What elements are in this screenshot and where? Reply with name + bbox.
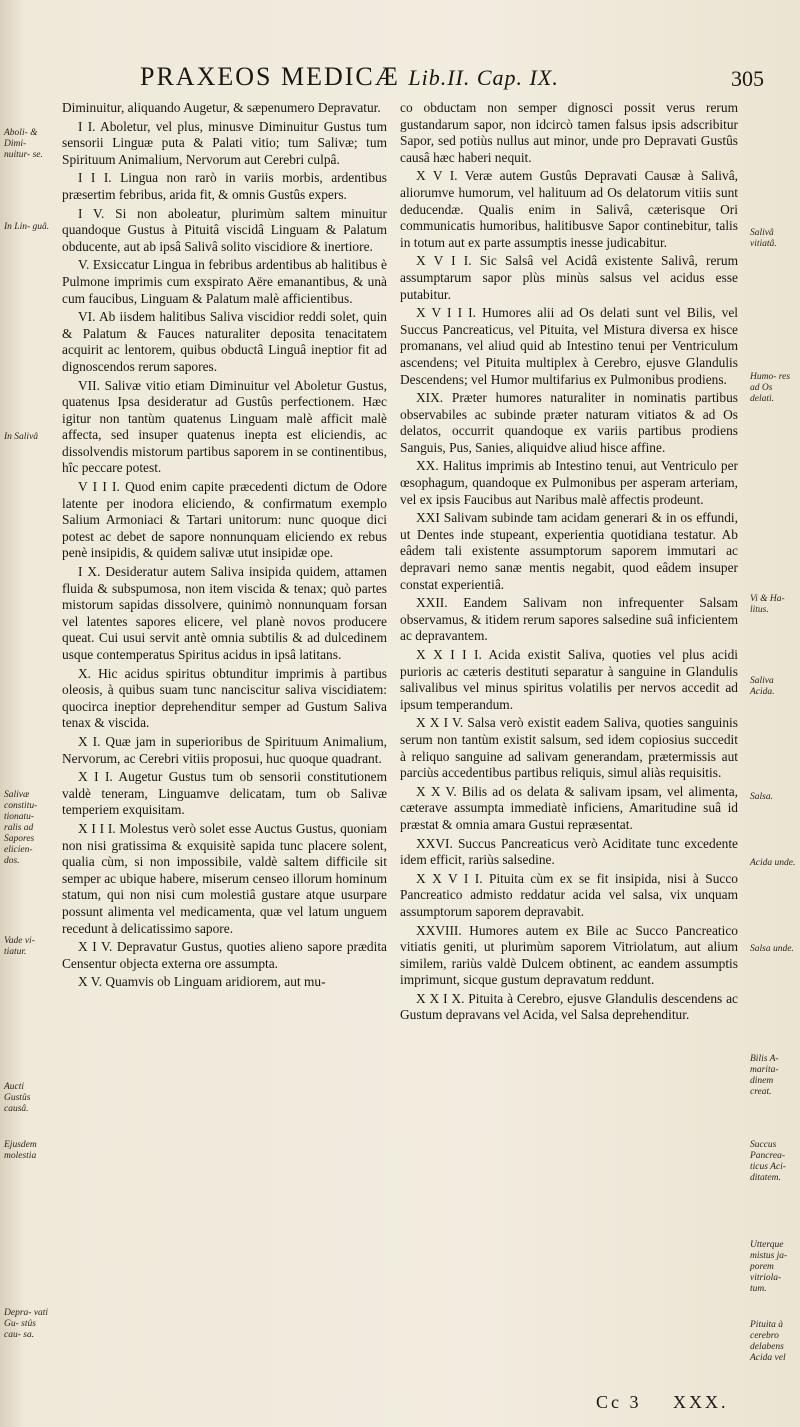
paragraph: I V. Si non aboleatur, plurimùm saltem minuitur quandoque Gustus à Pituitâ viscidâ Linguam & Palatum obducente, aut ab ipsâ Salivâ solito viscidiore & inertiore. [62, 205, 387, 254]
page-number: 305 [731, 66, 764, 91]
header-title: PRAXEOS MEDICÆ [140, 62, 400, 91]
paragraph: XXVI. Succus Pancreaticus verò Aciditate tunc excedente idem efficit, rariùs salsedine. [400, 835, 738, 868]
paragraph: X. Hic acidus spiritus obtunditur imprimis à partibus oleosis, à quibus suam tunc nanciscitur saliva viscidiatem: quocirca ineptior deprehenditur semper ad Gustum Saliva tenax & viscida. [62, 665, 387, 731]
margin-note: Aucti Gustûs causâ. [4, 1082, 31, 1114]
margin-note: Vi & Ha- litus. [750, 594, 785, 615]
margin-note: Salivâ vitiatâ. [750, 228, 777, 249]
header-chapter: Lib.II. Cap. IX. [408, 65, 559, 90]
paragraph: X V I. Veræ autem Gustûs Depravati Causæ à Salivâ, aliorumve humorum, vel halituum ad Os delatorum vitiis sunt deducendæ. Qualis enim in Salivâ, cæterisque Ori communicatis humoribus, halitibusve Sapor continebitur, talis in totum aut ex parte assumptis inesse judicabitur. [400, 168, 738, 250]
paragraph: I I. Aboletur, vel plus, minusve Diminuitur Gustus tum sensorii Linguæ puta & Palati vitio; tum Salivæ; tum Spirituum Animalium, Nervorum aut Cerebri culpâ. [62, 118, 387, 167]
paragraph: X I I I. Molestus verò solet esse Auctus Gustus, quoniam non nisi gratissima & exquisitè sapida tunc placere solent, qualia cùm, si non impossibile, valdè saltem difficile sit semper ac ubique habere, miserum censeo illorum hominum statum, qui non nisi cum molestiâ gustare atque usurpare possunt alimenta vel medicamenta, quæ vel latum unguem recedunt à delicatissimo sapore. [62, 820, 387, 936]
paragraph: X I. Quæ jam in superioribus de Spirituum Animalium, Nervorum, ac Cerebri vitiis proposui, huc quoque quadrant. [62, 733, 387, 766]
margin-note: Salsa. [750, 792, 773, 802]
paragraph: XIX. Præter humores naturaliter in nominatis partibus observabiles ac subinde præter naturam vitiatos & ad Os delatos, occurrit quandoque ex variis partibus prodiens Sanguis, Pus, Sanies, aliquidve aliud hisce affine. [400, 390, 738, 455]
paragraph: X X V I I. Pituita cùm ex se fit insipida, nisi à Succo Pancreatico admisto reddatur acida vel salsa, vix unquam assumptorum saporem depravabit. [400, 870, 738, 919]
paragraph: X I I. Augetur Gustus tum ob sensorii constitutionem valdè teneram, Linguamve delicatam, tum ob Salivæ temperiem exquisitam. [62, 769, 387, 818]
margin-note: Acida unde. [750, 858, 796, 868]
signature-mark: Cc 3 [596, 1392, 642, 1412]
paragraph: I X. Desideratur autem Saliva insipida quidem, attamen fluida & subspumosa, non item viscida & tenax; quò partes mistorum sapidas dissolvere, quinimò nonnunquam forsan vel latentes sapores elicere, vel planè novos producere queat. Cui usui servit antè omnia subtilis & ad dulcedinem usque contemperatus Spiritus acidus in ipsâ latitans. [62, 564, 387, 662]
paragraph: X V I I I. Humores alii ad Os delati sunt vel Bilis, vel Succus Pancreaticus, vel Pituita, vel Mistura diversa ex hisce promanans, vel aliud quid ab Intestino tenui per Ventriculum ascendens; vel Pituita multiplex à Cerebro, ejusve Glandulis Descendens; vel Humor multifarius ex Pulmonibus prodiens. [400, 305, 738, 387]
paragraph: X I V. Depravatur Gustus, quoties alieno sapore prædita Censentur objecta externa ore assumpta. [62, 939, 387, 971]
paragraph: Diminuitur, aliquando Augetur, & sæpenumero Depravatur. [62, 100, 381, 115]
paragraph: co obductam non semper dignosci possit verus rerum gustandarum sapor, non idcircò tamen falsus ipsis adscribitur Sapor, sed potiùs nullus aut minor, unde pro Depravati Gustûs causâ hæc haberi nequit. [400, 100, 738, 165]
running-header [140, 62, 760, 92]
paragraph: X X I X. Pituita à Cerebro, ejusve Glandulis descendens ac Gustum depravans vel Acida, vel Salsa deprehenditur. [400, 990, 738, 1023]
margin-note: Salivæ constitu- tionatu- ralis ad Sapores elicien- dos. [4, 790, 38, 866]
page-footer [596, 1392, 753, 1413]
paragraph: XX. Halitus imprimis ab Intestino tenui, aut Ventriculo per œsophagum, quandoque ex Pulmonibus per asperam arteriam, vel ex ipsis Faucibus aut Naribus malè affectis prodeunt. [400, 458, 738, 507]
paragraph: X V. Quamvis ob Linguam aridiorem, aut mu- [78, 974, 326, 990]
margin-note: Salsa unde. [750, 944, 794, 954]
margin-note: Bilis A- marita- dinem creat. [750, 1054, 779, 1097]
margin-note: Utterque mistus ja- porem vitriola- tum. [750, 1240, 788, 1294]
paragraph: XXII. Eandem Salivam non infrequenter Salsam observamus, & itidem rerum sapores salsedine suâ inficientem ac depravantem. [400, 595, 738, 644]
right-column [400, 100, 738, 1026]
margin-note: Depra- vati Gu- stûs cau- sa. [4, 1308, 49, 1340]
margin-note: In Salivâ [4, 432, 39, 442]
margin-note: Ejusdem molestia [4, 1140, 37, 1161]
catchword: XXX. [673, 1392, 729, 1412]
paragraph: X X I V. Salsa verò existit eadem Saliva, quoties sanguinis serum non tantùm existit salsum, sed idem copiosius succedit à reliquo sanguine ad salivam generandam, prætermissis aut parciùs accedentibus partibus reliquis, simul aliàs requisitis. [400, 715, 738, 781]
paragraph: VI. Ab iisdem halitibus Saliva viscidior reddi solet, quin & Palatum & Fauces naturaliter deposita tenacitatem acquirit ac lentorem, quibus obductâ Linguâ ineptior fit ad dignoscendos rerum sapores. [62, 309, 387, 374]
paragraph: XXVIII. Humores autem ex Bile ac Succo Pancreatico vitiatis geniti, ut plurimùm saporem Vitriolatum, aut alium similem, rariùs valdè Dulcem obtinent, ac eandem assumptis imprimunt, sicque gustum depravatum reddunt. [400, 922, 738, 988]
margin-note: In Lin- guâ. [4, 222, 50, 232]
paragraph: I I I. Lingua non rarò in variis morbis, ardentibus præsertim febribus, arida fit, & omnis Gustûs expers. [62, 170, 387, 202]
paragraph: X X I I I. Acida existit Saliva, quoties vel plus acidi purioris ac cæteris destituti separatur à sanguine in Glandulis salivalibus vel minus spiritus volatilis per nervos accedit ad ipsum temperandum. [400, 647, 738, 712]
margin-note: Saliva Acida. [750, 676, 775, 697]
margin-note: Pituita à cerebro delabens Acida vel [750, 1320, 786, 1363]
paragraph: XXI Salivam subinde tam acidam generari & in os effundi, ut Dentes inde stupeant, experientia quotidiana testatur. Ab eâdem tali existente assumptorum saporem immutari ac depravari nemo sanæ mentis negabit, quod eâdem insuper constat experientiâ. [400, 510, 738, 592]
paragraph: X X V. Bilis ad os delata & salivam ipsam, vel alimenta, cæterave assumpta immediatè inficiens, Amaritudine suâ id præstat & omnia amara Gustui repræsentat. [400, 783, 738, 832]
margin-note: Aboli- & Dimi- nuitur- se. [4, 128, 43, 160]
margin-note: Succus Pancrea- ticus Aci- ditatem. [750, 1140, 786, 1183]
margin-note: Vade vi- tiatur. [4, 936, 35, 957]
left-column [62, 100, 387, 993]
paragraph: X V I I. Sic Salsâ vel Acidâ existente Salivâ, rerum assumptarum sapor plùs minùs salsus vel acidus esse putabitur. [400, 253, 738, 302]
paragraph: VII. Salivæ vitio etiam Diminuitur vel Aboletur Gustus, quatenus Ipsa desideratur ad Gustûs perfectionem. Hæc igitur non tantùm quatenus Linguam malè afficit malè affecta, sed insuper quatenus inepta est eliciendis, ac dissolvendis mistorum partibus saporem in se continentibus, hîc peccare potest. [62, 377, 387, 476]
paragraph: V. Exsiccatur Lingua in febribus ardentibus ab halitibus è Pulmone imprimis cum exspirato Aëre emanantibus, & unà cum faucibus, Linguam & Palatum malè afficientibus. [62, 257, 387, 306]
margin-note: Humo- res ad Os delati. [750, 372, 791, 404]
paragraph: V I I I. Quod enim capite præcedenti dictum de Odore latente per inodora eliciendo, & confirmatum exemplo Salium Armoniaci & Tartari unitorum: nunc quoque dici potest ac debet de sapore nonnunquam eliciendo ex rebus penè insipidis, & quidem salivæ utut insipidæ ope. [62, 479, 387, 561]
